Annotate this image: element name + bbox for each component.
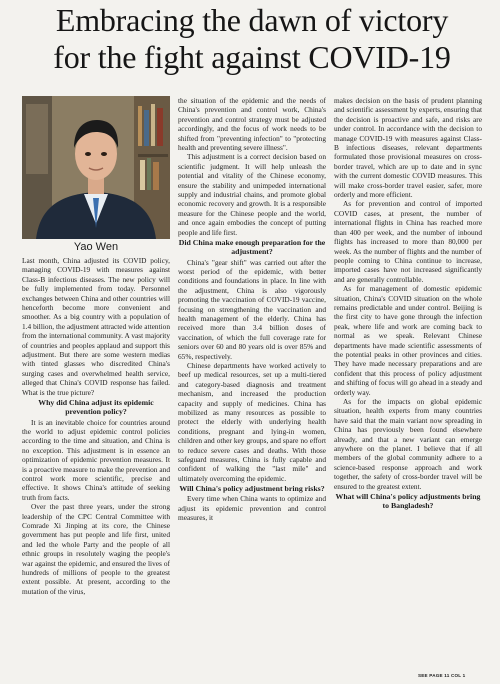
section-heading: Why did China adjust its epidemic prevention policy? — [38, 398, 154, 417]
continued-on-label: SEE PAGE 11 COL 1 — [418, 673, 466, 678]
section-heading: Will China's policy adjustment bring risks? — [179, 484, 325, 494]
author-photo — [22, 96, 170, 239]
body-paragraph: This adjustment is a correct decision based on scientific judgment. It will help unleash the potential and vitality of the Chinese economy, ensure the stability and unimpeded international supply and industrial chains, and promote global economic recovery and growth. It is a responsible measure for the Chinese people and the world, and once again embodies the concept of putting people and life first. — [178, 152, 326, 237]
body-paragraph: Chinese departments have worked actively to beef up medical resources, set up a multi-tiered and category-based diagnosis and treatment mechanism, and increased the production capacity and supply of medicines. China has mobilized as many resources as possible to protect the elderly with underlying health conditions, pregnant and lying-in women, children and other key groups, and spare no effort to reduce severe cases and deaths. With those safeguard measures, China is fully capable and confident of walking the "last mile" and ultimately overcoming the epidemic. — [178, 360, 326, 483]
article-column-2 — [178, 96, 326, 523]
article-column-1 — [22, 256, 170, 596]
body-paragraph: makes decision on the basis of prudent planning and scientific assessment by experts, ensuring that the decision is proactive and safe, and risks are under control. In accordance with the decision to manage COVID-19 with measures against Class-B infectious diseases, relevant departments formulated those provisional measures on cross-border travel, which are up to date and in sync with the current domestic COVID measures. This will make cross-border travel easier, safer, more orderly and more efficient. — [334, 96, 482, 200]
body-paragraph: It is an inevitable choice for countries around the world to adjust epidemic control policies according to the time and situation, and China is no exception. This adjustment is in essence an optimization of epidemic prevention measures. It is a proactive measure to make the prevention and control work more scientific, precise and effective. It shows China's attitude of seeking truth from facts. — [22, 417, 170, 502]
article-headline — [18, 2, 486, 76]
headline-line-2: for the fight against COVID-19 — [53, 39, 451, 75]
body-paragraph: Last month, China adjusted its COVID policy, managing COVID-19 with measures against Class-B infectious diseases. The new policy will be fully implemented from today. Personnel exchanges between China and other countries will henceforth become more convenient and smoother. As a big country with a population of 1.4 billion, the adjustment attracted wide attention from the international community. A vast majority of countries and peoples applaud and support this adjustment. But there are some western medias with tinted glasses who discredited China's surging cases and overwhelmed health service, alleged that China's COVID response has failed. What is the true picture? — [22, 256, 170, 397]
photo-caption: Yao Wen — [73, 241, 119, 253]
section-heading: Did China make enough preparation for the adjustment? — [178, 238, 326, 257]
body-paragraph: the situation of the epidemic and the needs of China's prevention and control work, China's prevention and control strategy must be adjusted accordingly, and the focus of work needs to be shifted from "preventing infection" to "protecting health and preventing severe illness". — [178, 96, 326, 153]
section-heading: What will China's policy adjustments bring to Bangladesh? — [335, 492, 481, 511]
article-column-3 — [334, 96, 482, 511]
body-paragraph: As for prevention and control of imported COVID cases, at present, the number of international flights in China has reached more than 400 per week, and the number of inbound flights has increased to more than 80,000 per week. As the number of flights and the number of people coming to China continue to increase, imported cases have not increased significantly and are generally controllable. — [334, 199, 482, 284]
headline-line-1: Embracing the dawn of victory — [55, 2, 449, 38]
body-paragraph: As for the impacts on global epidemic situation, health experts from many countries have said that the main variant now spreading in China has previously been found elsewhere already, and that a new variant can emerge anywhere on the planet. I believe that if all members of the global community adhere to a science-based response approach and work together, the safety of cross-border travel will be ensured to the greatest extent. — [334, 397, 482, 491]
body-paragraph: Over the past three years, under the strong leadership of the CPC Central Committee with Comrade Xi Jinping at its core, the Chinese government has put people and life first, united and led the whole Party and the people of all ethnic groups in resolutely waging the people's war against the epidemic, and ensured the lives of hundreds of millions of people to the greatest extent possible. At present, according to the mutation of the virus, — [22, 502, 170, 596]
portrait-illustration — [22, 96, 170, 239]
body-paragraph: China's "gear shift" was carried out after the worst period of the epidemic, with better conditions and foundations in place. In line with the adjustment, China is also vigorously promoting the vaccination of COVID-19 vaccine, focusing on strengthening the vaccination and health management of the elderly. China has received more than 3.4 billion doses of vaccination, of which the full coverage rate for seniors over 60 and 80 years old is over 85% and 65%, respectively. — [178, 257, 326, 361]
body-paragraph: As for management of domestic epidemic situation, China's COVID situation on the whole remains predictable and under control. Beijing is the first city to have gone through the infection peak, where life and work are coming back to normal as we speak. Relevant Chinese departments have made scientific assessments of the potential peaks in other provinces and cities. They have made necessary preparations and are confident that this process of policy adjustment and shifting of focus will go ahead in a steady and orderly way. — [334, 284, 482, 397]
body-paragraph: Every time when China wants to optimize and adjust its epidemic prevention and control measures, it — [178, 494, 326, 523]
